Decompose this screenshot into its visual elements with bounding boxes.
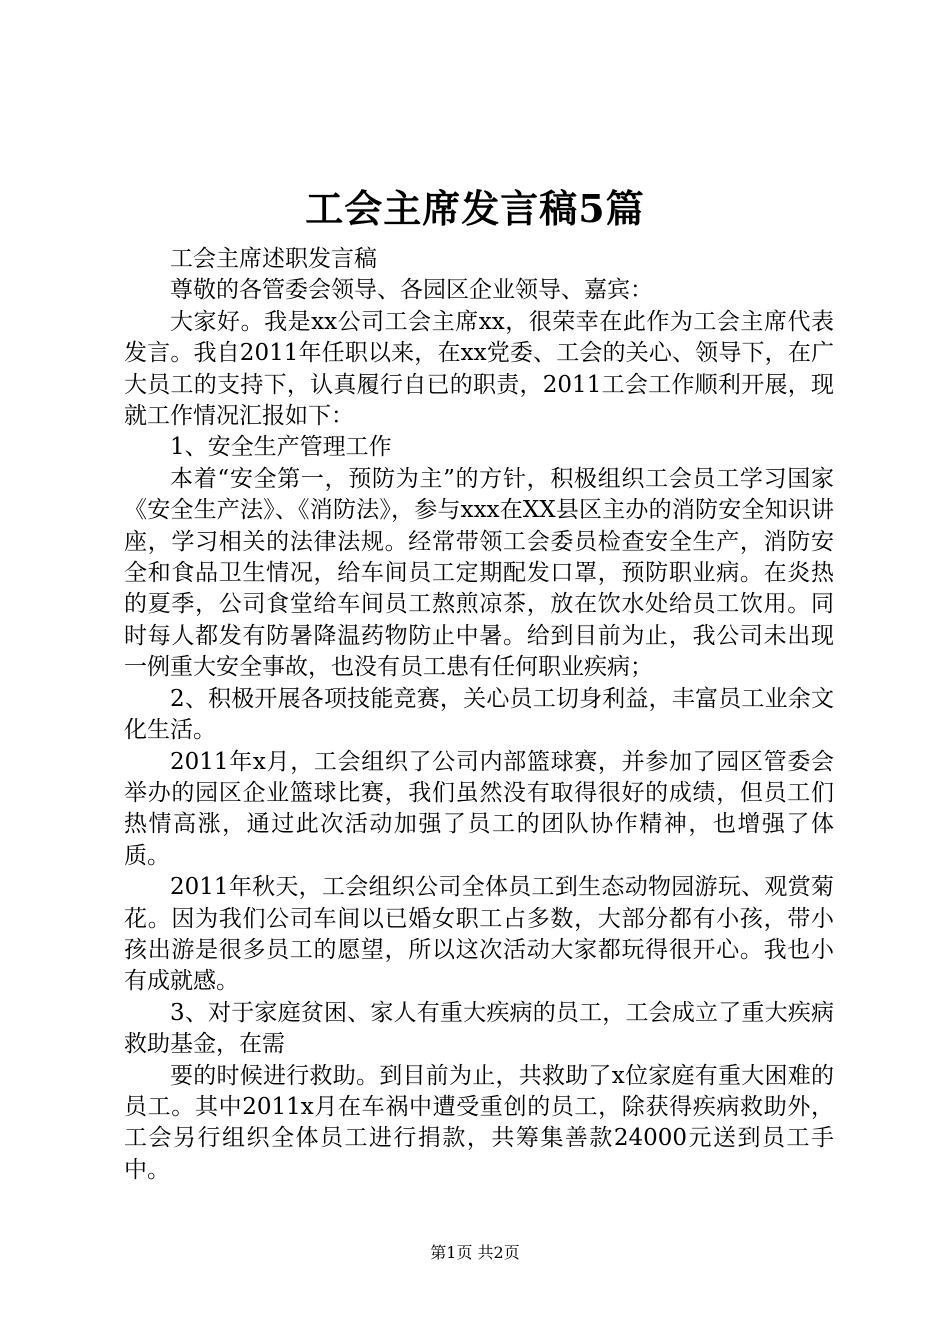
- document-title: 工会主席发言稿5篇: [305, 186, 645, 231]
- page-footer: 第1页 共2页: [430, 1243, 520, 1262]
- paragraph-basketball: 2011年x月，工会组织了公司内部篮球赛，并参加了园区管委会举办的园区企业篮球比赛，我们虽然没有取得很好的成绩，但员工们热情高涨，通过此次活动加强了员工的团队协作精神，也增强了体质。: [124, 748, 834, 869]
- paragraph-autumn-outing: 2011年秋天，工会组织公司全体员工到生态动物园游玩、观赏菊花。因为我们公司车间以已婚女职工占多数，大部分都有小孩，带小孩出游是很多员工的愿望，所以这次活动大家都玩得很开心。我也小有成就感。: [124, 874, 834, 995]
- paragraph-relief: 要的时候进行救助。到目前为止，共救助了x位家庭有重大困难的员工。其中2011x月在车祸中遭受重创的员工，除获得疾病救助外，工会另行组织全体员工进行捐款，共筹集善款24000元送到员工手中。: [124, 1062, 834, 1183]
- paragraph-section-1-heading: 1、安全生产管理工作: [170, 434, 392, 461]
- paragraph-section-1-body: 本着“安全第一，预防为主”的方针，积极组织工会员工学习国家《安全生产法》、《消防法》，参与xxx在XX县区主办的消防安全知识讲座，学习相关的法律法规。经常带领工会委员检查安全生产，消防安全和食品卫生情况，给车间员工定期配发口罩，预防职业病。在炎热的夏季，公司食堂给车间员工熬煎凉茶，放在饮水处给员工饮用。同时每人都发有防暑降温药物防止中暑。给到目前为止，我公司未出现一例重大安全事故，也没有员工患有任何职业疾病；: [124, 465, 834, 681]
- paragraph-section-3-heading: 3、对于家庭贫困、家人有重大疾病的员工，工会成立了重大疾病救助基金，在需: [124, 999, 834, 1058]
- document-body: [124, 244, 834, 1186]
- paragraph-salutation: 尊敬的各管委会领导、各园区企业领导、嘉宾：: [170, 277, 653, 304]
- paragraph-intro: 大家好。我是xx公司工会主席xx，很荣幸在此作为工会主席代表发言。我自2011年任职以来，在xx党委、工会的关心、领导下，在广大员工的支持下，认真履行自已的职责，2011工会工作顺利开展，现就工作情况汇报如下：: [124, 308, 834, 430]
- paragraph-heading: 工会主席述职发言稿: [170, 246, 377, 272]
- paragraph-section-2-heading: 2、积极开展各项技能竞赛，关心员工切身利益，丰富员工业余文化生活。: [124, 685, 834, 744]
